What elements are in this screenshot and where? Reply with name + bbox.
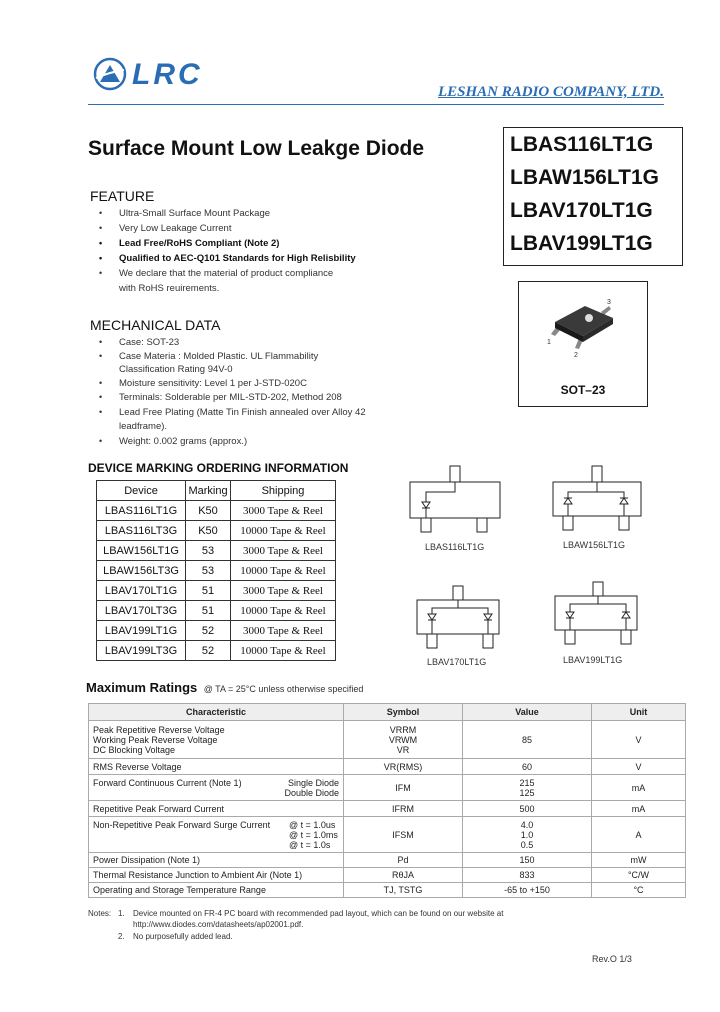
table-row <box>97 501 336 521</box>
column-header: Characteristic <box>89 704 344 721</box>
note-text: http://www.diodes.com/datasheets/ap02001.pdf. <box>133 920 304 929</box>
unit-cell: mW <box>592 853 686 868</box>
marking-cell: K50 <box>186 501 231 521</box>
schematic-label: LBAV199LT1G <box>563 655 623 665</box>
unit-cell: V <box>592 721 686 759</box>
table-row <box>89 853 686 868</box>
marking-cell: 53 <box>186 541 231 561</box>
value-cell: 4.0 1.0 0.5 <box>463 817 592 853</box>
company-name: LESHAN RADIO COMPANY, LTD. <box>437 84 664 100</box>
column-header: Marking <box>186 481 231 501</box>
mechanical-item: • Lead Free Plating (Matte Tin Finish annealed over Alloy 42 <box>99 407 366 418</box>
table-row <box>97 621 336 641</box>
ordering-heading: DEVICE MARKING ORDERING INFORMATION <box>88 461 349 475</box>
mechanical-item: leadframe). <box>119 421 168 432</box>
column-header: Device <box>97 481 186 501</box>
mechanical-item: • Case: SOT-23 <box>99 337 180 348</box>
pin-3-label: 3 <box>607 299 611 306</box>
symbol-cell: Pd <box>344 853 463 868</box>
column-header: Value <box>463 704 592 721</box>
value-cell: 60 <box>463 759 592 775</box>
symbol-cell: IFM <box>344 775 463 801</box>
symbol-cell: IFSM <box>344 817 463 853</box>
schematic-lbaw156 <box>553 466 641 530</box>
device-cell: LBAV170LT1G <box>97 581 186 601</box>
table-row <box>89 759 686 775</box>
feature-item: • Lead Free/RoHS Compliant (Note 2) <box>99 238 280 249</box>
device-cell: LBAV170LT3G <box>97 601 186 621</box>
device-cell: LBAS116LT1G <box>97 501 186 521</box>
unit-cell: V <box>592 759 686 775</box>
marking-cell: 52 <box>186 641 231 661</box>
table-row <box>89 721 686 759</box>
shipping-cell: 3000 Tape & Reel <box>231 501 336 521</box>
part-number: LBAV199LT1G <box>510 232 653 255</box>
company-logo <box>92 56 212 96</box>
note-text: No purposefully added lead. <box>133 932 233 941</box>
page-footer: Rev.O 1/3 <box>592 954 632 964</box>
table-row <box>97 641 336 661</box>
column-header: Shipping <box>231 481 336 501</box>
table-row <box>97 581 336 601</box>
characteristic-cell: Repetitive Peak Forward Current <box>89 801 344 817</box>
shipping-cell: 3000 Tape & Reel <box>231 541 336 561</box>
shipping-cell: 3000 Tape & Reel <box>231 581 336 601</box>
table-row <box>89 868 686 883</box>
table-header-row <box>97 481 336 501</box>
part-number: LBAS116LT1G <box>510 133 654 156</box>
schematic-diagrams <box>405 462 680 672</box>
logo-text: LRC <box>132 58 203 91</box>
ratings-title <box>86 679 363 697</box>
note-number: 2. <box>118 932 125 941</box>
characteristic-cell: Peak Repetitive Reverse Voltage Working Peak Reverse Voltage DC Blocking Voltage <box>89 721 344 759</box>
characteristic-cell: Thermal Resistance Junction to Ambient Air (Note 1) <box>89 868 344 883</box>
shipping-cell: 10000 Tape & Reel <box>231 641 336 661</box>
column-header: Symbol <box>344 704 463 721</box>
symbol-cell: TJ, TSTG <box>344 883 463 898</box>
table-header-row <box>89 704 686 721</box>
symbol-cell: VR(RMS) <box>344 759 463 775</box>
table-row <box>97 521 336 541</box>
shipping-cell: 10000 Tape & Reel <box>231 521 336 541</box>
marking-cell: K50 <box>186 521 231 541</box>
feature-heading: FEATURE <box>90 188 155 204</box>
schematic-lbas116 <box>410 466 500 532</box>
unit-cell: mA <box>592 801 686 817</box>
device-cell: LBAS116LT3G <box>97 521 186 541</box>
symbol-cell: RθJA <box>344 868 463 883</box>
value-cell: 500 <box>463 801 592 817</box>
lrc-logo-icon <box>92 56 128 92</box>
symbol-cell: IFRM <box>344 801 463 817</box>
table-row <box>97 541 336 561</box>
mechanical-item: • Weight: 0.002 grams (approx.) <box>99 436 248 447</box>
table-row <box>89 817 686 853</box>
part-number-box <box>503 127 683 266</box>
page-title: Surface Mount Low Leakge Diode <box>88 137 425 160</box>
feature-item: • Ultra-Small Surface Mount Package <box>99 208 271 219</box>
schematic-label: LBAS116LT1G <box>425 542 485 552</box>
device-cell: LBAV199LT1G <box>97 621 186 641</box>
pin-2-label: 2 <box>574 352 578 359</box>
shipping-cell: 3000 Tape & Reel <box>231 621 336 641</box>
package-label: SOT–23 <box>560 383 606 397</box>
shipping-cell: 10000 Tape & Reel <box>231 601 336 621</box>
unit-cell: °C <box>592 883 686 898</box>
feature-item: with RoHS reuirements. <box>119 283 220 294</box>
device-cell: LBAV199LT3G <box>97 641 186 661</box>
ratings-condition: @ TA = 25°C unless otherwise specified <box>203 684 364 694</box>
marking-cell: 51 <box>186 601 231 621</box>
note-text: Device mounted on FR-4 PC board with recommended pad layout, which can be found on our website at <box>133 909 504 918</box>
ordering-table <box>96 480 336 661</box>
value-cell: 215 125 <box>463 775 592 801</box>
device-cell: LBAW156LT1G <box>97 541 186 561</box>
value-cell: -65 to +150 <box>463 883 592 898</box>
notes-label: Notes: <box>88 909 112 918</box>
characteristic-cell: Operating and Storage Temperature Range <box>89 883 344 898</box>
value-cell: 85 <box>463 721 592 759</box>
unit-cell: A <box>592 817 686 853</box>
column-header: Unit <box>592 704 686 721</box>
feature-item: • We declare that the material of product compliance <box>99 268 334 279</box>
table-row <box>97 561 336 581</box>
characteristic-cell: Non-Repetitive Peak Forward Surge Current @ t = 1.0us @ t = 1.0ms @ t = 1.0s <box>89 817 344 853</box>
feature-item: • Qualified to AEC-Q101 Standards for High Relisbility <box>99 253 356 264</box>
ratings-heading: Maximum Ratings <box>86 680 198 695</box>
mechanical-item: • Terminals: Solderable per MIL-STD-202, Method 208 <box>99 392 342 403</box>
marking-cell: 52 <box>186 621 231 641</box>
mechanical-item: Classification Rating 94V-0 <box>119 364 233 375</box>
marking-cell: 51 <box>186 581 231 601</box>
header-rule <box>88 104 664 105</box>
part-number: LBAW156LT1G <box>510 166 659 189</box>
characteristic-cell: Power Dissipation (Note 1) <box>89 853 344 868</box>
schematic-label: LBAW156LT1G <box>563 540 626 550</box>
characteristic-cell: Forward Continuous Current (Note 1) Single Diode Double Diode <box>89 775 344 801</box>
sot23-package-icon <box>519 282 647 382</box>
table-row <box>89 883 686 898</box>
value-cell: 150 <box>463 853 592 868</box>
characteristic-cell: RMS Reverse Voltage <box>89 759 344 775</box>
ratings-table <box>88 703 686 898</box>
unit-cell: °C/W <box>592 868 686 883</box>
unit-cell: mA <box>592 775 686 801</box>
mechanical-heading: MECHANICAL DATA <box>90 317 221 333</box>
feature-item: • Very Low Leakage Current <box>99 223 232 234</box>
table-row <box>97 601 336 621</box>
note-number: 1. <box>118 909 125 918</box>
shipping-cell: 10000 Tape & Reel <box>231 561 336 581</box>
value-cell: 833 <box>463 868 592 883</box>
marking-cell: 53 <box>186 561 231 581</box>
mechanical-item: • Moisture sensitivity: Level 1 per J-STD-020C <box>99 378 307 389</box>
device-cell: LBAW156LT3G <box>97 561 186 581</box>
part-number: LBAV170LT1G <box>510 199 653 222</box>
schematic-label: LBAV170LT1G <box>427 657 487 667</box>
symbol-cell: VRRM VRWM VR <box>344 721 463 759</box>
table-row <box>89 775 686 801</box>
pin-1-label: 1 <box>547 339 551 346</box>
schematic-lbav199 <box>555 582 637 644</box>
table-row <box>89 801 686 817</box>
package-illustration <box>518 281 648 407</box>
mechanical-item: • Case Materia : Molded Plastic. UL Flammability <box>99 351 319 362</box>
schematic-lbav170 <box>417 586 499 648</box>
